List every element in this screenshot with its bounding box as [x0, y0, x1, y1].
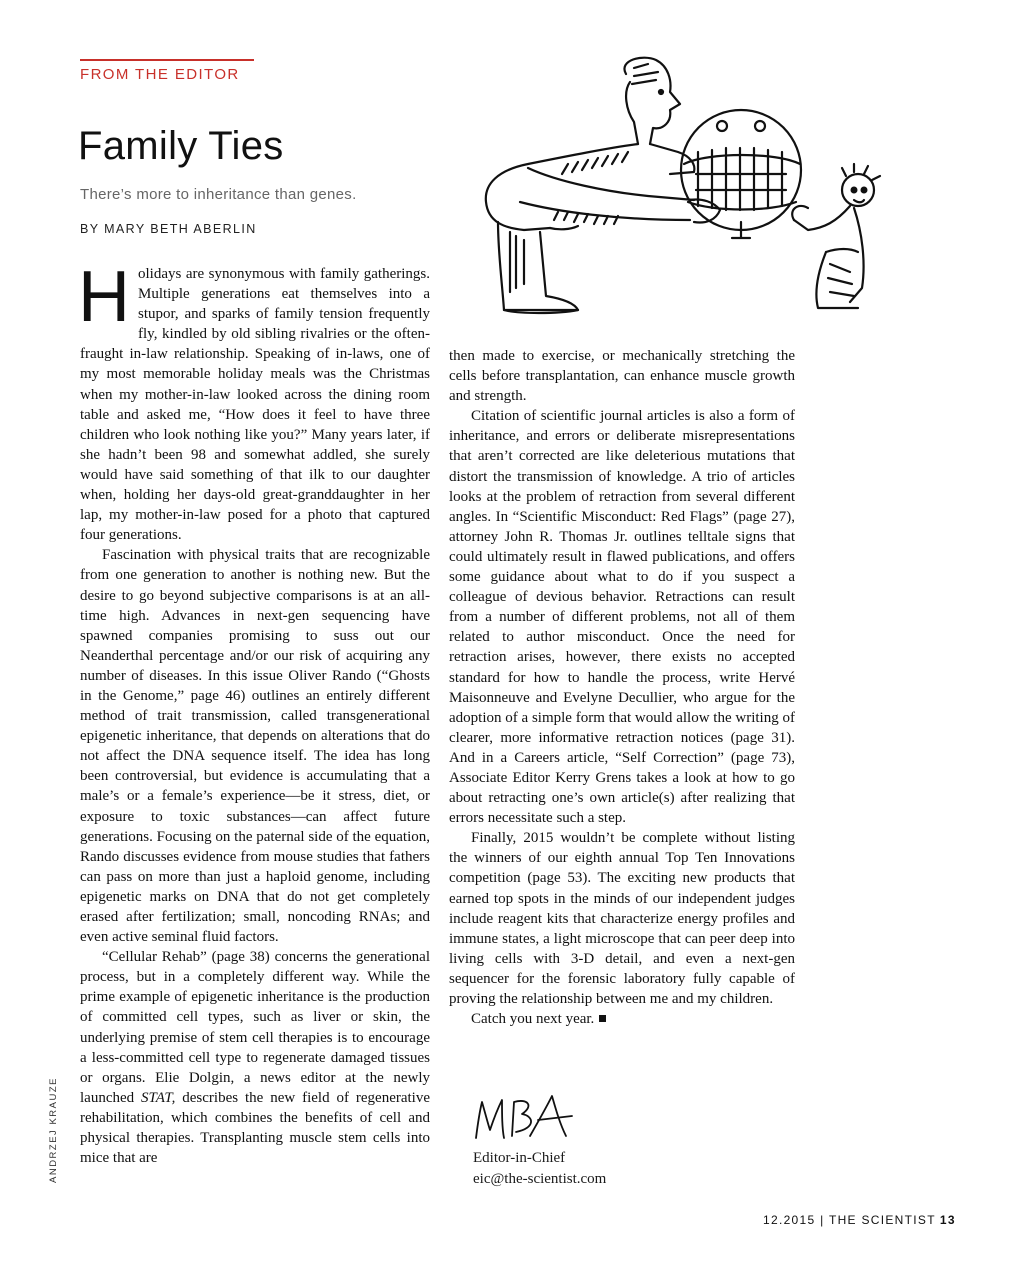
byline: BY MARY BETH ABERLIN — [80, 222, 257, 236]
signature — [472, 1092, 582, 1149]
article-paragraph-5: Finally, 2015 wouldn’t be complete without listing the winners of our eighth annual Top Ten Innovations competition (page 53). The exciting new products that earned top spots in the minds of our independent judges include reagent kits that characterize energy profiles and immune states, a light microscope that can peer deep into living cells with 3-D detail, and even a next-gen sequencer for the forensic laboratory fully capable of proving the relationship between me and my children. — [449, 830, 795, 1007]
article-column-right — [449, 346, 795, 1029]
article-paragraph-6: Catch you next year. — [449, 1009, 795, 1029]
signature-role: Editor-in-Chief — [473, 1150, 566, 1166]
page-footer — [763, 1213, 956, 1227]
section-rule — [80, 59, 254, 61]
illustration-credit: ANDRZEJ KRAUZE — [48, 1077, 59, 1183]
family-illustration-icon — [458, 52, 898, 329]
article-column-left — [78, 257, 430, 1168]
article-paragraph-3: “Cellular Rehab” (page 38) concerns the generational process, but in a completely different way. While the prime example of epigenetic inheritance is the production of committed cell types, such as liver or skin, the underlying premise of stem cell therapies is to encourage a less-committed cell type to regenerate damaged tissues or organs. Elie Dolgin, a news editor at the newly launched STAT, describes the new field of regenerative rehabilitation, which combines the benefits of cell and physical therapies. Transplanting muscle stem cells into mice that are — [80, 949, 430, 1167]
article-paragraph-3-continued: then made to exercise, or mechanically stretching the cells before transplantation, can enhance muscle growth and strength. — [449, 348, 795, 405]
article-paragraph-1: Holidays are synonymous with family gatherings. Multiple generations eat themselves into a stupor, and sparks of family tension frequently fly, kindled by old sibling rivalries or the often-fraught in-law relationship. Speaking of in-laws, one of my most memorable holiday meals was the Christmas when my mother-in-law looked across the dining room table and asked me, “How does it feel to have three children who look nothing like you?” Many years later, if she hadn’t been 98 and somewhat addled, she surely would have said something of that ilk to our daughter when, holding her days-old great-granddaughter in her lap, my mother-in-law posed for a photo that captured four generations. — [78, 257, 430, 544]
signature-email: eic@the-scientist.com — [473, 1171, 607, 1187]
subtitle: There’s more to inheritance than genes. — [80, 186, 357, 203]
section-label: FROM THE EDITOR — [80, 66, 240, 83]
drop-cap: H — [78, 257, 130, 337]
footer-issue: 12.2015 | THE SCIENTIST — [763, 1213, 936, 1227]
page-number: 13 — [939, 1213, 956, 1227]
page-title: Family Ties — [78, 124, 284, 168]
end-mark-icon — [599, 1015, 606, 1022]
article-paragraph-2: Fascination with physical traits that are recognizable from one generation to another is nothing new. But the desire to go beyond subjective comparisons is at an all-time high. Advances in next-gen sequencing have spawned companies promising to suss out our Neanderthal percentage and/or our risk of acquiring any number of diseases. In this issue Oliver Rando (“Ghosts in the Genome,” page 46) outlines an entirely different method of trait transmission, called transgenerational epigenetic inheritance, that depends on alterations that do not affect the DNA sequence itself. The idea has long been controversial, but evidence is accumulating that a male’s or a female’s experience—be it stress, diet, or exposure to toxic substances—can affect future generations. Focusing on the paternal side of the equation, Rando discusses evidence from mouse studies that fathers can pass on more than just a haploid genome, including epigenetic marks on DNA that do not get completely erased after fertilization; small, noncoding RNAs; and even active seminal fluid factors. — [80, 547, 430, 946]
article-paragraph-4: Citation of scientific journal articles is also a form of inheritance, and errors or deliberate misrepresentations that aren’t corrected are like deleterious mutations that distort the transmission of knowledge. A trio of articles looks at the problem of retraction from several different angles. In “Scientific Misconduct: Red Flags” (page 27), attorney John R. Thomas Jr. outlines telltale signs that could ultimately result in flawed publications, and offers some guidance about what to do if you suspect a colleague of devious behavior. Retractions can result from a number of different problems, not all of them related to author misconduct. Once the need for retraction arises, however, there exists no accepted standard for how to handle the process, write Hervé Maisonneuve and Evelyne Decullier, who argue for the adoption of a simple form that would allow the writing of clearer, more informative retraction notices (page 31). And in a Careers article, “Self Correction” (page 73), Associate Editor Kerry Grens takes a look at how to go about retracting one’s own article(s) after realizing that errors necessitate such a step. — [449, 408, 795, 827]
